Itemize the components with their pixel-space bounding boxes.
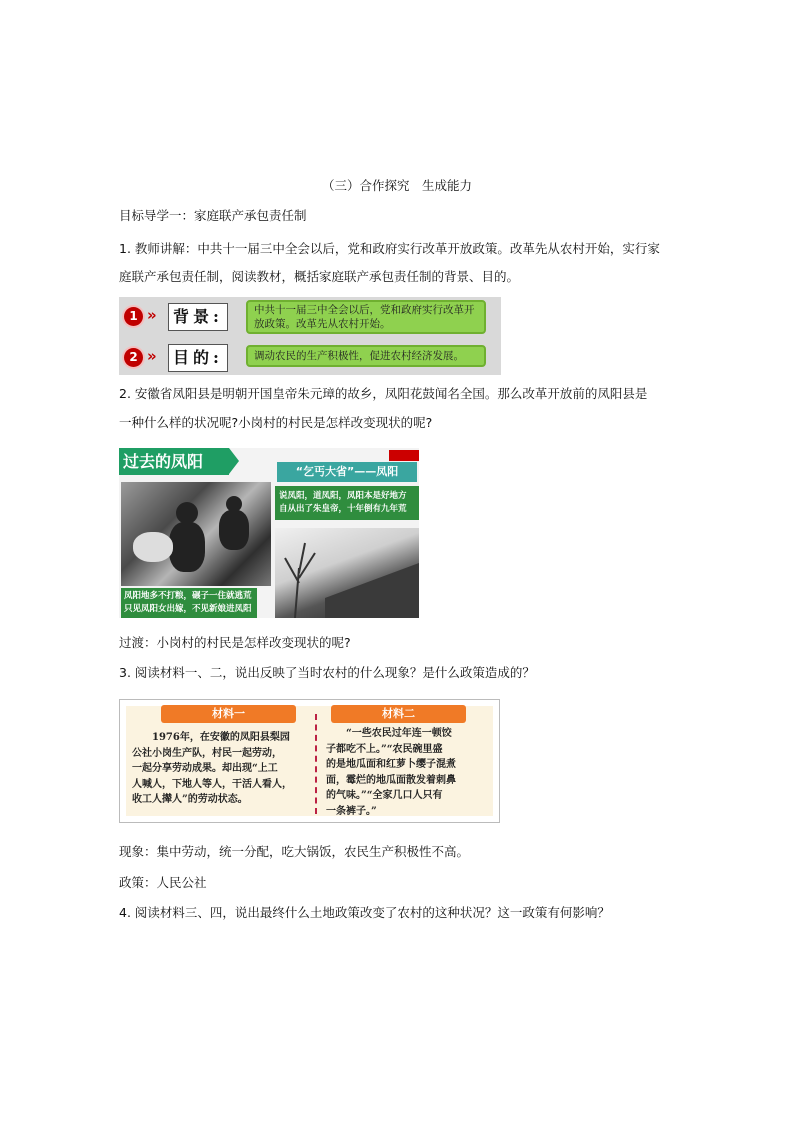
purpose-label: 目的:: [168, 344, 228, 372]
goal-heading: 目标导学一：家庭联产承包责任制: [119, 208, 307, 223]
double-arrow-icon: »: [147, 306, 157, 324]
material-1-line: 一起分享劳动成果。却出现“上工: [132, 763, 278, 774]
figure-header: 过去的凤阳: [119, 448, 229, 475]
question-3: 3. 阅读材料一、二，说出反映了当时农村的什么现象？是什么政策造成的？: [119, 665, 535, 680]
question-1-line-2: 庭联产承包责任制，阅读教材，概括家庭联产承包责任制的背景、目的。: [119, 269, 520, 284]
material-2-line: 的气味。”“全家几口人只有: [326, 790, 443, 801]
left-caption-line-2: 只见凤阳女出嫁，不见新娘进凤阳: [124, 604, 252, 614]
question-4: 4. 阅读材料三、四，说出最终什么土地政策改变了农村的这种状况？这一政策有何影响？: [119, 905, 610, 920]
right-caption: [275, 486, 419, 520]
material-1-line: 收工人撵人”的劳动状态。: [132, 794, 248, 805]
material-2-line: 的是地瓜面和红萝卜缨子混煮: [326, 759, 456, 770]
section-title: （三）合作探究 生成能力: [321, 178, 472, 193]
question-2-line-1: 2. 安徽省凤阳县是明朝开国皇帝朱元璋的故乡，凤阳花鼓闻名全国。那么改革开放前的凤阳县是: [119, 386, 648, 401]
background-label: 背景:: [168, 303, 228, 331]
material-1-line: 公社小岗生产队，村民一起劳动，: [132, 747, 282, 759]
material-2-tab: 材料二: [331, 705, 466, 723]
right-caption-line-1: 说凤阳，道凤阳，凤阳本是好地方: [279, 491, 407, 501]
right-caption-line-2: 自从出了朱皇帝，十年倒有九年荒: [279, 504, 407, 514]
question-2-line-2: 一种什么样的状况呢?小岗村的村民是怎样改变现状的呢?: [119, 415, 433, 430]
logo-mark: [389, 450, 419, 461]
materials-panel: [126, 706, 493, 816]
material-2-line: 子都吃不上。”“农民碗里盛: [326, 743, 443, 755]
purpose-row: [119, 341, 501, 377]
policy-text: 政策：人民公社: [119, 875, 207, 890]
material-2-line: 一条裤子。”: [326, 805, 377, 817]
material-1-line: 1976年，在安徽的凤阳县梨园: [152, 732, 290, 743]
transition-text: 过渡：小岗村的村民是怎样改变现状的呢?: [119, 635, 351, 650]
material-2-text: [326, 726, 491, 819]
thatched-house-photo: [275, 528, 419, 618]
phenomenon-text: 现象：集中劳动，统一分配，吃大锅饭，农民生产积极性不高。: [119, 844, 470, 859]
purpose-text-box: 调动农民的生产积极性，促进农村经济发展。: [246, 345, 486, 367]
material-1-tab: 材料一: [161, 705, 296, 723]
background-purpose-figure: [119, 297, 501, 375]
double-arrow-icon: »: [147, 347, 157, 365]
number-badge: 1: [124, 307, 143, 326]
header-arrow-shape: [229, 448, 239, 474]
farmers-photo: [121, 482, 271, 586]
material-1-text: [132, 730, 312, 808]
question-1-line-1: 1. 教师讲解：中共十一届三中全会以后，党和政府实行改革开放政策。改革先从农村开始，实行家: [119, 241, 660, 256]
fengyang-past-figure: [119, 448, 419, 618]
background-row: [119, 300, 501, 336]
material-1-line: 人喊人，下地人等人，干活人看人，: [132, 778, 292, 790]
material-2-line: 面，霉烂的地瓜面散发着刺鼻: [326, 774, 456, 786]
materials-figure: [119, 699, 500, 823]
dashed-divider: [315, 714, 317, 814]
left-caption: [121, 588, 257, 618]
left-caption-line-1: 凤阳地多不打粮，碾子一住就逃荒: [124, 591, 252, 601]
number-badge: 2: [124, 348, 143, 367]
material-2-line: “一些农民过年连一顿饺: [346, 728, 452, 739]
beggar-province-banner: “乞丐大省”——凤阳: [277, 462, 417, 482]
background-text-box: 中共十一届三中全会以后，党和政府实行改革开放政策。改革先从农村开始。: [246, 300, 486, 334]
